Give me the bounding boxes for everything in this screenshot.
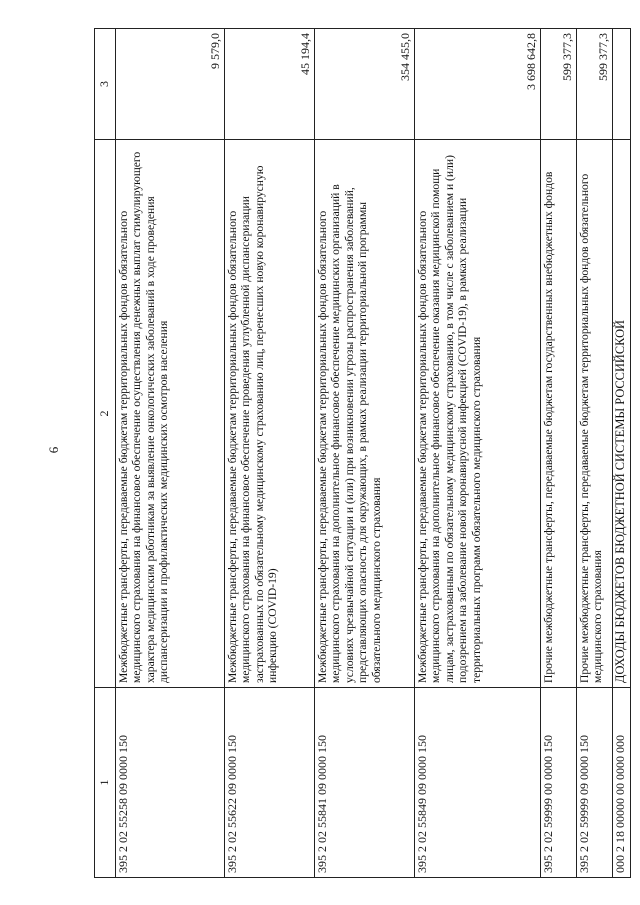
row-description: Межбюджетные трансферты, передаваемые бюджетам территориальных фондов обязательного медицинского страхования на финансовое обеспечение проведения углубленной диспансеризации застрахованных по обязательному медицинскому страхованию лиц, перенесших новую коронавирусную инфекцию (COVID-19) (224, 140, 314, 688)
row-code: 395 2 02 55258 09 0000 150 (115, 688, 224, 878)
header-cell-1: 1 (95, 688, 116, 878)
row-amount: 599 377,3 (540, 29, 576, 140)
table-row (224, 29, 314, 878)
header-cell-2: 2 (95, 140, 116, 688)
row-amount: 3 698 642,8 (414, 29, 540, 140)
table-row (314, 29, 414, 878)
budget-table (94, 28, 631, 878)
table-row (612, 29, 630, 878)
row-amount: 599 377,3 (576, 29, 612, 140)
row-amount: 354 455,0 (314, 29, 414, 140)
table-row (576, 29, 612, 878)
row-code: 000 2 18 00000 00 0000 000 (612, 688, 630, 878)
row-description: Межбюджетные трансферты, передаваемые бюджетам территориальных фондов обязательного медицинского страхования на дополнительное финансовое обеспечение оказания медицинской помощи лицам, застрахованным по обязательному медицинскому страхованию, в том числе с заболеванием и (или) подозрением на заболевание новой коронавирусной инфекцией (COVID-19), в рамках реализации территориальных программ обязательного медицинского страхования (414, 140, 540, 688)
row-description: Межбюджетные трансферты, передаваемые бюджетам территориальных фондов обязательного медицинского страхования на финансовое обеспечение осуществления денежных выплат стимулирующего характера медицинским работникам за выявление онкологических заболеваний в ходе проведения диспансеризации и профилактических медицинских осмотров населения (115, 140, 224, 688)
row-code: 395 2 02 59999 09 0000 150 (576, 688, 612, 878)
row-amount: 45 194,4 (224, 29, 314, 140)
row-description: Межбюджетные трансферты, передаваемые бюджетам территориальных фондов обязательного медицинского страхования на дополнительное финансовое обеспечение медицинских организаций в условиях чрезвычайной ситуации и (или) при возникновении угрозы распространения заболеваний, представляющих опасность для окружающих, в рамках реализации территориальной программы обязательного медицинского страхования (314, 140, 414, 688)
row-code: 395 2 02 55841 09 0000 150 (314, 688, 414, 878)
row-amount (612, 29, 630, 140)
table-row (540, 29, 576, 878)
header-cell-3: 3 (95, 29, 116, 140)
row-description: ДОХОДЫ БЮДЖЕТОВ БЮДЖЕТНОЙ СИСТЕМЫ РОССИЙСКОЙ (612, 140, 630, 688)
row-description: Прочие межбюджетные трансферты, передаваемые бюджетам территориальных фондов обязательного медицинского страхования (576, 140, 612, 688)
table-header-row (95, 29, 116, 878)
rotated-table-wrapper (94, 29, 640, 878)
row-code: 395 2 02 55622 09 0000 150 (224, 688, 314, 878)
row-code: 395 2 02 55849 09 0000 150 (414, 688, 540, 878)
row-amount: 9 579,0 (115, 29, 224, 140)
row-code: 395 2 02 59999 00 0000 150 (540, 688, 576, 878)
page-number: 6 (46, 446, 61, 454)
row-description: Прочие межбюджетные трансферты, передаваемые бюджетам государственных внебюджетных фондов (540, 140, 576, 688)
table-row (414, 29, 540, 878)
table-row (115, 29, 224, 878)
